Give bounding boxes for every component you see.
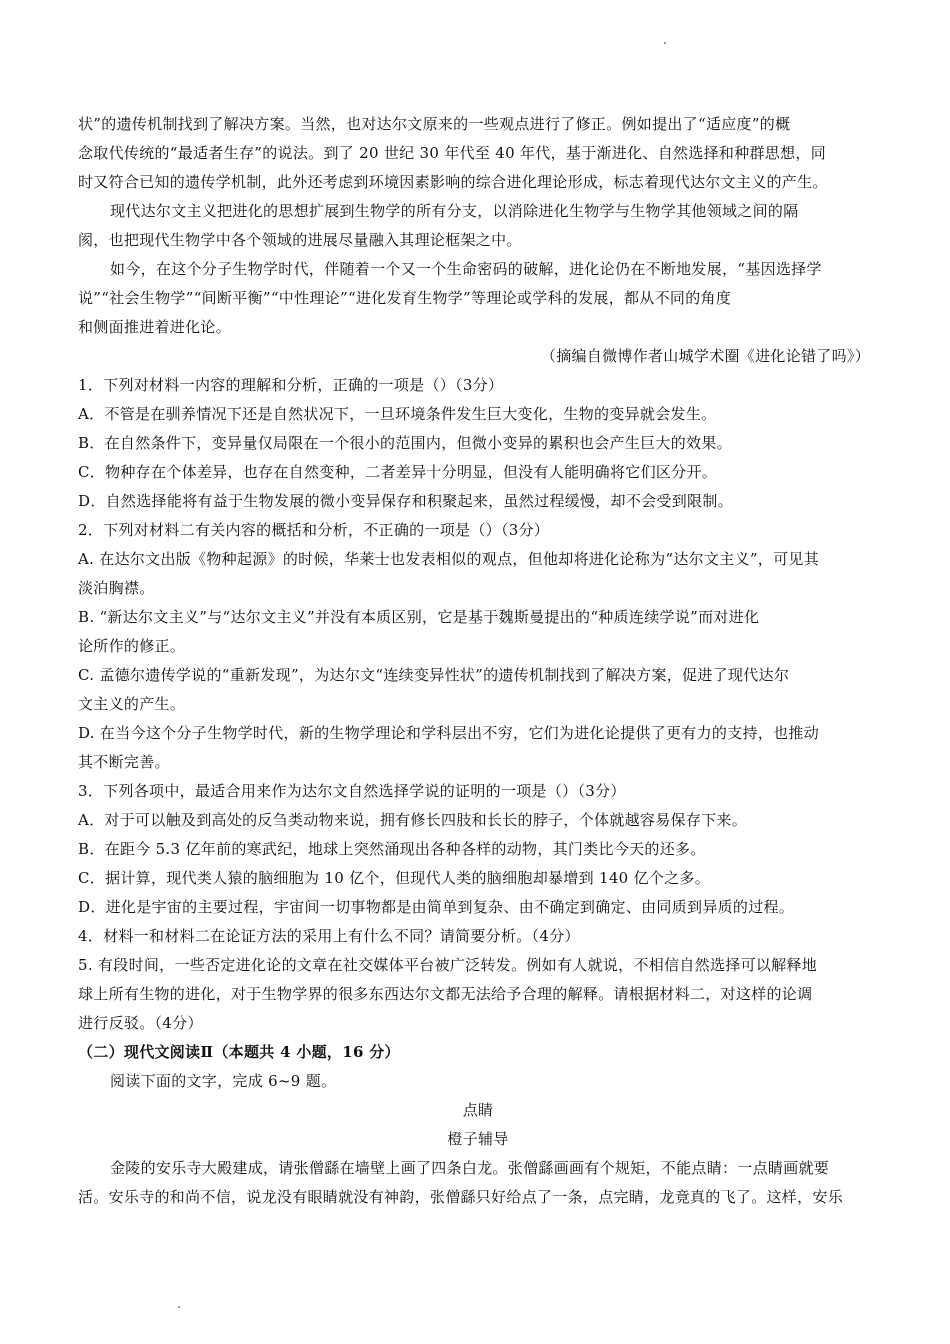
question-3-stem: 3．下列各项中，最适合用来作为达尔文自然选择学说的证明的一项是（）（3分） <box>78 782 626 800</box>
question-2-stem: 2．下列对材料二有关内容的概括和分析，不正确的一项是（）（3分） <box>78 521 550 539</box>
material-one-line: 时又符合已知的遗传学机制，此外还考虑到环境因素影响的综合进化理论形成，标志着现代达尔文主义的产生。 <box>78 173 828 191</box>
story-author: 橙子辅导 <box>447 1130 509 1148</box>
question-5-line: 进行反驳。（4分） <box>78 1014 203 1032</box>
question-3-option-a: A．对于可以触及到高处的反刍类动物来说，拥有修长四肢和长长的脖子，个体就越容易保存下来。 <box>78 811 748 829</box>
question-1-option-a: A．不管是在驯养情况下还是自然状况下，一旦环境条件发生巨大变化，生物的变异就会发生。 <box>78 405 717 423</box>
question-2-option-b: B. “新达尔文主义”与“达尔文主义”并没有本质区别，它是基于魏斯曼提出的“种质连续学说”而对进化 <box>78 608 760 626</box>
question-5-line: 球上所有生物的进化，对于生物学界的很多东西达尔文都无法给予合理的解释。请根据材料二，对这样的论调 <box>78 985 813 1003</box>
document-body <box>78 110 878 1212</box>
question-4: 4．材料一和材料二在论证方法的采用上有什么不同？请简要分析。（4分） <box>78 927 580 945</box>
material-one-paragraph-line: 如今，在这个分子生物学时代，伴随着一个又一个生命密码的破解，进化论仍在不断地发展，“基因选择学 <box>110 260 822 278</box>
question-5-line: 5. 有段时间，一些否定进化论的文章在社交媒体平台被广泛转发。例如有人就说，不相信自然选择可以解释地 <box>78 956 818 974</box>
question-2-option-d-cont: 其不断完善。 <box>78 753 170 771</box>
question-1-option-c: C．物种存在个体差异，也存在自然变种，二者差异十分明显，但没有人能明确将它们区分开。 <box>78 463 718 481</box>
question-2-option-c: C. 孟德尔遗传学说的“重新发现”，为达尔文“连续变异性状”的遗传机制找到了解决方案，促进了现代达尔 <box>78 666 790 684</box>
material-one-paragraph-line: 和侧面推进着进化论。 <box>78 318 232 336</box>
material-one-paragraph-line: 现代达尔文主义把进化的思想扩展到生物学的所有分支，以消除进化生物学与生物学其他领域之间的隔 <box>110 202 799 220</box>
question-2-option-c-cont: 文主义的产生。 <box>78 695 186 713</box>
material-one-paragraph-line: 阂，也把现代生物学中各个领域的进展尽量融入其理论框架之中。 <box>78 231 522 249</box>
question-1-option-b: B．在自然条件下，变异量仅局限在一个很小的范围内，但微小变异的累积也会产生巨大的效果。 <box>78 434 732 452</box>
question-2-option-a-cont: 淡泊胸襟。 <box>78 579 155 597</box>
question-1-option-d: D．自然选择能将有益于生物发展的微小变异保存和积聚起来，虽然过程缓慢，却不会受到限制。 <box>78 492 733 510</box>
story-title: 点睛 <box>462 1101 494 1119</box>
scan-dot-top <box>664 42 666 44</box>
question-2-option-b-cont: 论所作的修正。 <box>78 637 186 655</box>
source-citation: （摘编自微博作者山城学术圈《进化论错了吗》） <box>540 347 870 365</box>
material-one-line: 念取代传统的“最适者生存”的说法。到了 20 世纪 30 年代至 40 年代，基于渐进化、自然选择和种群思想，同 <box>78 144 827 162</box>
story-line: 活。安乐寺的和尚不信，说龙没有眼睛就没有神韵，张僧繇只好给点了一条，点完睛，龙竟真的飞了。这样，安乐 <box>78 1188 844 1206</box>
material-one-line: 状”的遗传机制找到了解决方案。当然，也对达尔文原来的一些观点进行了修正。例如提出了“适应度”的概 <box>78 115 791 133</box>
question-2-option-a: A. 在达尔文出版《物种起源》的时候，华莱士也发表相似的观点，但他却将进化论称为“达尔文主义”，可见其 <box>78 550 820 568</box>
question-3-option-d: D．进化是宇宙的主要过程，宇宙间一切事物都是由简单到复杂、由不确定到确定、由同质到异质的过程。 <box>78 898 795 916</box>
section-two-heading: （二）现代文阅读Ⅱ（本题共 4 小题，16 分） <box>78 1043 400 1061</box>
question-3-option-c: C．据计算，现代类人猿的脑细胞为 10 亿个，但现代人类的脑细胞却暴增到 140 亿个之多。 <box>78 869 711 887</box>
story-line: 金陵的安乐寺大殿建成，请张僧繇在墙壁上画了四条白龙。张僧繇画画有个规矩，不能点睛：一点睛画就要 <box>110 1159 830 1177</box>
material-one-paragraph-line: 说”“社会生物学”“间断平衡”“中性理论”“进化发育生物学”等理论或学科的发展，都从不同的角度 <box>78 289 732 307</box>
scan-dot-bottom <box>178 1306 180 1308</box>
section-two-instruction: 阅读下面的文字，完成 6~9 题。 <box>110 1072 337 1090</box>
question-3-option-b: B．在距今 5.3 亿年前的寒武纪，地球上突然涌现出各种各样的动物，其门类比今天的还多。 <box>78 840 706 858</box>
question-2-option-d: D. 在当今这个分子生物学时代，新的生物学理论和学科层出不穷，它们为进化论提供了更有力的支持，也推动 <box>78 724 820 742</box>
question-1-stem: 1．下列对材料一内容的理解和分析，正确的一项是（）（3分） <box>78 376 504 394</box>
